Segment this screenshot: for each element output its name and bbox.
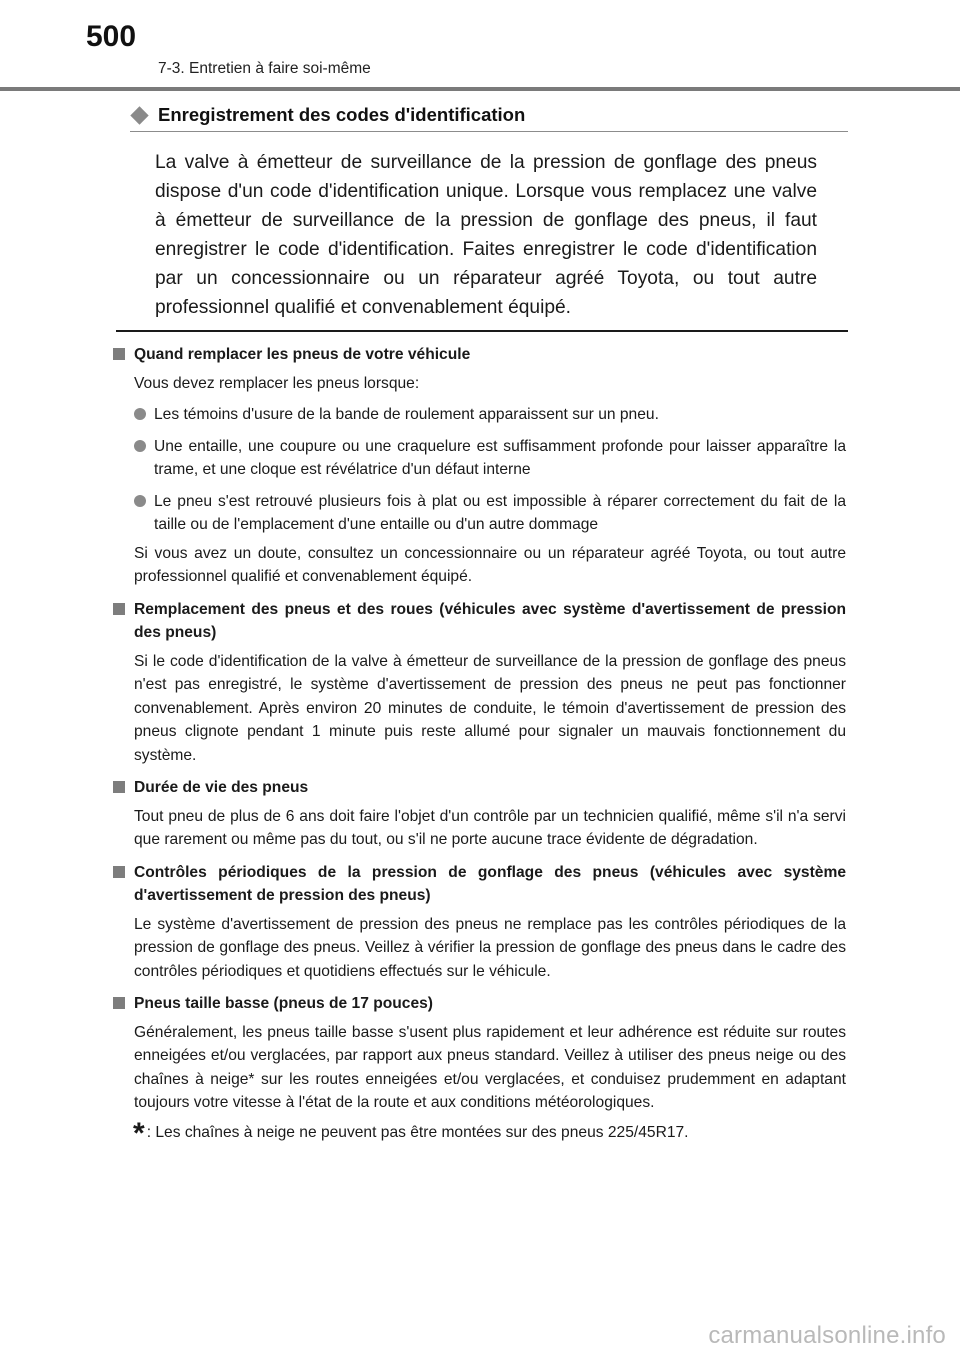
footnote-text: : Les chaînes à neige ne peuvent pas être montées sur des pneus 225/45R17. (146, 1123, 689, 1141)
list-item (134, 435, 846, 482)
id-code-section (130, 102, 848, 322)
note-heading-replace-tires (113, 343, 846, 367)
note-heading-low-profile-tires (113, 992, 846, 1016)
section-rule (130, 131, 848, 132)
list-item-text: Une entaille, une coupure ou une craquelure est suffisamment profonde pour laisser apparaître la trame, et une cloque est révélatrice d'un défaut interne (154, 437, 846, 478)
square-bullet-icon (113, 603, 125, 615)
note-paragraph: Si vous avez un doute, consultez un concessionnaire ou un réparateur agréé Toyota, ou tout autre professionnel qualifié et convenablement équipé. (134, 544, 846, 585)
page-number: 500 (86, 20, 137, 53)
page-header (0, 0, 960, 90)
diamond-icon (130, 106, 148, 124)
list-item-text: Les témoins d'usure de la bande de roulement apparaissent sur un pneu. (154, 406, 659, 423)
section-title: Enregistrement des codes d'identification (158, 104, 526, 125)
footnote-mark: * (133, 1116, 145, 1150)
square-bullet-icon (113, 866, 125, 878)
round-bullet-icon (134, 408, 146, 420)
list-item (134, 403, 846, 427)
round-bullet-icon (134, 495, 146, 507)
note-heading-tire-wheel-replacement (113, 598, 846, 645)
note-title: Quand remplacer les pneus de votre véhicule (134, 346, 471, 363)
section-heading (130, 102, 848, 128)
note-paragraph: Si le code d'identification de la valve à émetteur de surveillance de la pression de gonflage des pneus n'est pas enregistré, le système d'avertissement de pression des pneus ne peut pas fonctionner convenablement. Après environ 20 minutes de conduite, le témoin d'avertissement de pression des pneus clignote pendant 1 minute puis reste allumé pour signaler un mauvais fonctionnement du système. (134, 652, 846, 764)
content-divider (116, 330, 848, 332)
chapter-title: 7-3. Entretien à faire soi-même (158, 60, 371, 77)
list-item-text: Le pneu s'est retrouvé plusieurs fois à plat ou est impossible à réparer correctement du fait de la taille ou de l'emplacement d'une entaille ou d'un autre dommage (154, 492, 846, 533)
list-item (134, 490, 846, 537)
square-bullet-icon (113, 997, 125, 1009)
note-title: Contrôles périodiques de la pression de gonflage des pneus (véhicules avec système d'avertissement de pression des pneus) (134, 863, 846, 904)
round-bullet-icon (134, 440, 146, 452)
note-paragraph: Généralement, les pneus taille basse s'usent plus rapidement et leur adhérence est réduite sur routes enneigées et/ou verglacées, par rapport aux pneus standard. Veillez à utiliser des pneus neige ou des chaînes à neige* sur les routes enneigées et/ou verglacées, et conduisez prudemment en adaptant toujours votre vitesse à l'état de la route et aux conditions météorologiques. (134, 1023, 846, 1111)
section-body: La valve à émetteur de surveillance de la pression de gonflage des pneus dispose d'un code d'identification unique. Lorsque vous remplacez une valve à émetteur de surveillance de la pression de gonflage des pneus, il faut enregistrer le code d'identification. Faites enregistrer le code d'identification par un concessionnaire ou un réparateur agréé Toyota, ou tout autre professionnel qualifié et convenablement équipé. (155, 152, 817, 318)
note-paragraph: Le système d'avertissement de pression des pneus ne remplace pas les contrôles périodiques de la pression de gonflage des pneus. Veillez à vérifier la pression de gonflage des pneus dans le cadre des contrôles périodiques et quotidiens effectués sur le véhicule. (134, 915, 846, 980)
footnote (133, 1116, 846, 1150)
note-paragraph: Tout pneu de plus de 6 ans doit faire l'objet d'un contrôle par un technicien qualifié, même s'il n'a servi que rarement ou même pas du tout, ou s'il ne porte aucune trace évidente de dégradation. (134, 807, 846, 848)
note-title: Remplacement des pneus et des roues (véhicules avec système d'avertissement de pression des pneus) (134, 600, 846, 641)
watermark: carmanualsonline.info (708, 1322, 946, 1349)
note-paragraph: Vous devez remplacer les pneus lorsque: (134, 374, 420, 392)
note-title: Pneus taille basse (pneus de 17 pouces) (134, 995, 433, 1012)
square-bullet-icon (113, 348, 125, 360)
notes-content (113, 343, 846, 1150)
note-title: Durée de vie des pneus (134, 779, 309, 796)
note-heading-pressure-checks (113, 861, 846, 908)
header-rule (0, 87, 960, 91)
square-bullet-icon (113, 781, 125, 793)
note-heading-tire-lifespan (113, 776, 846, 800)
